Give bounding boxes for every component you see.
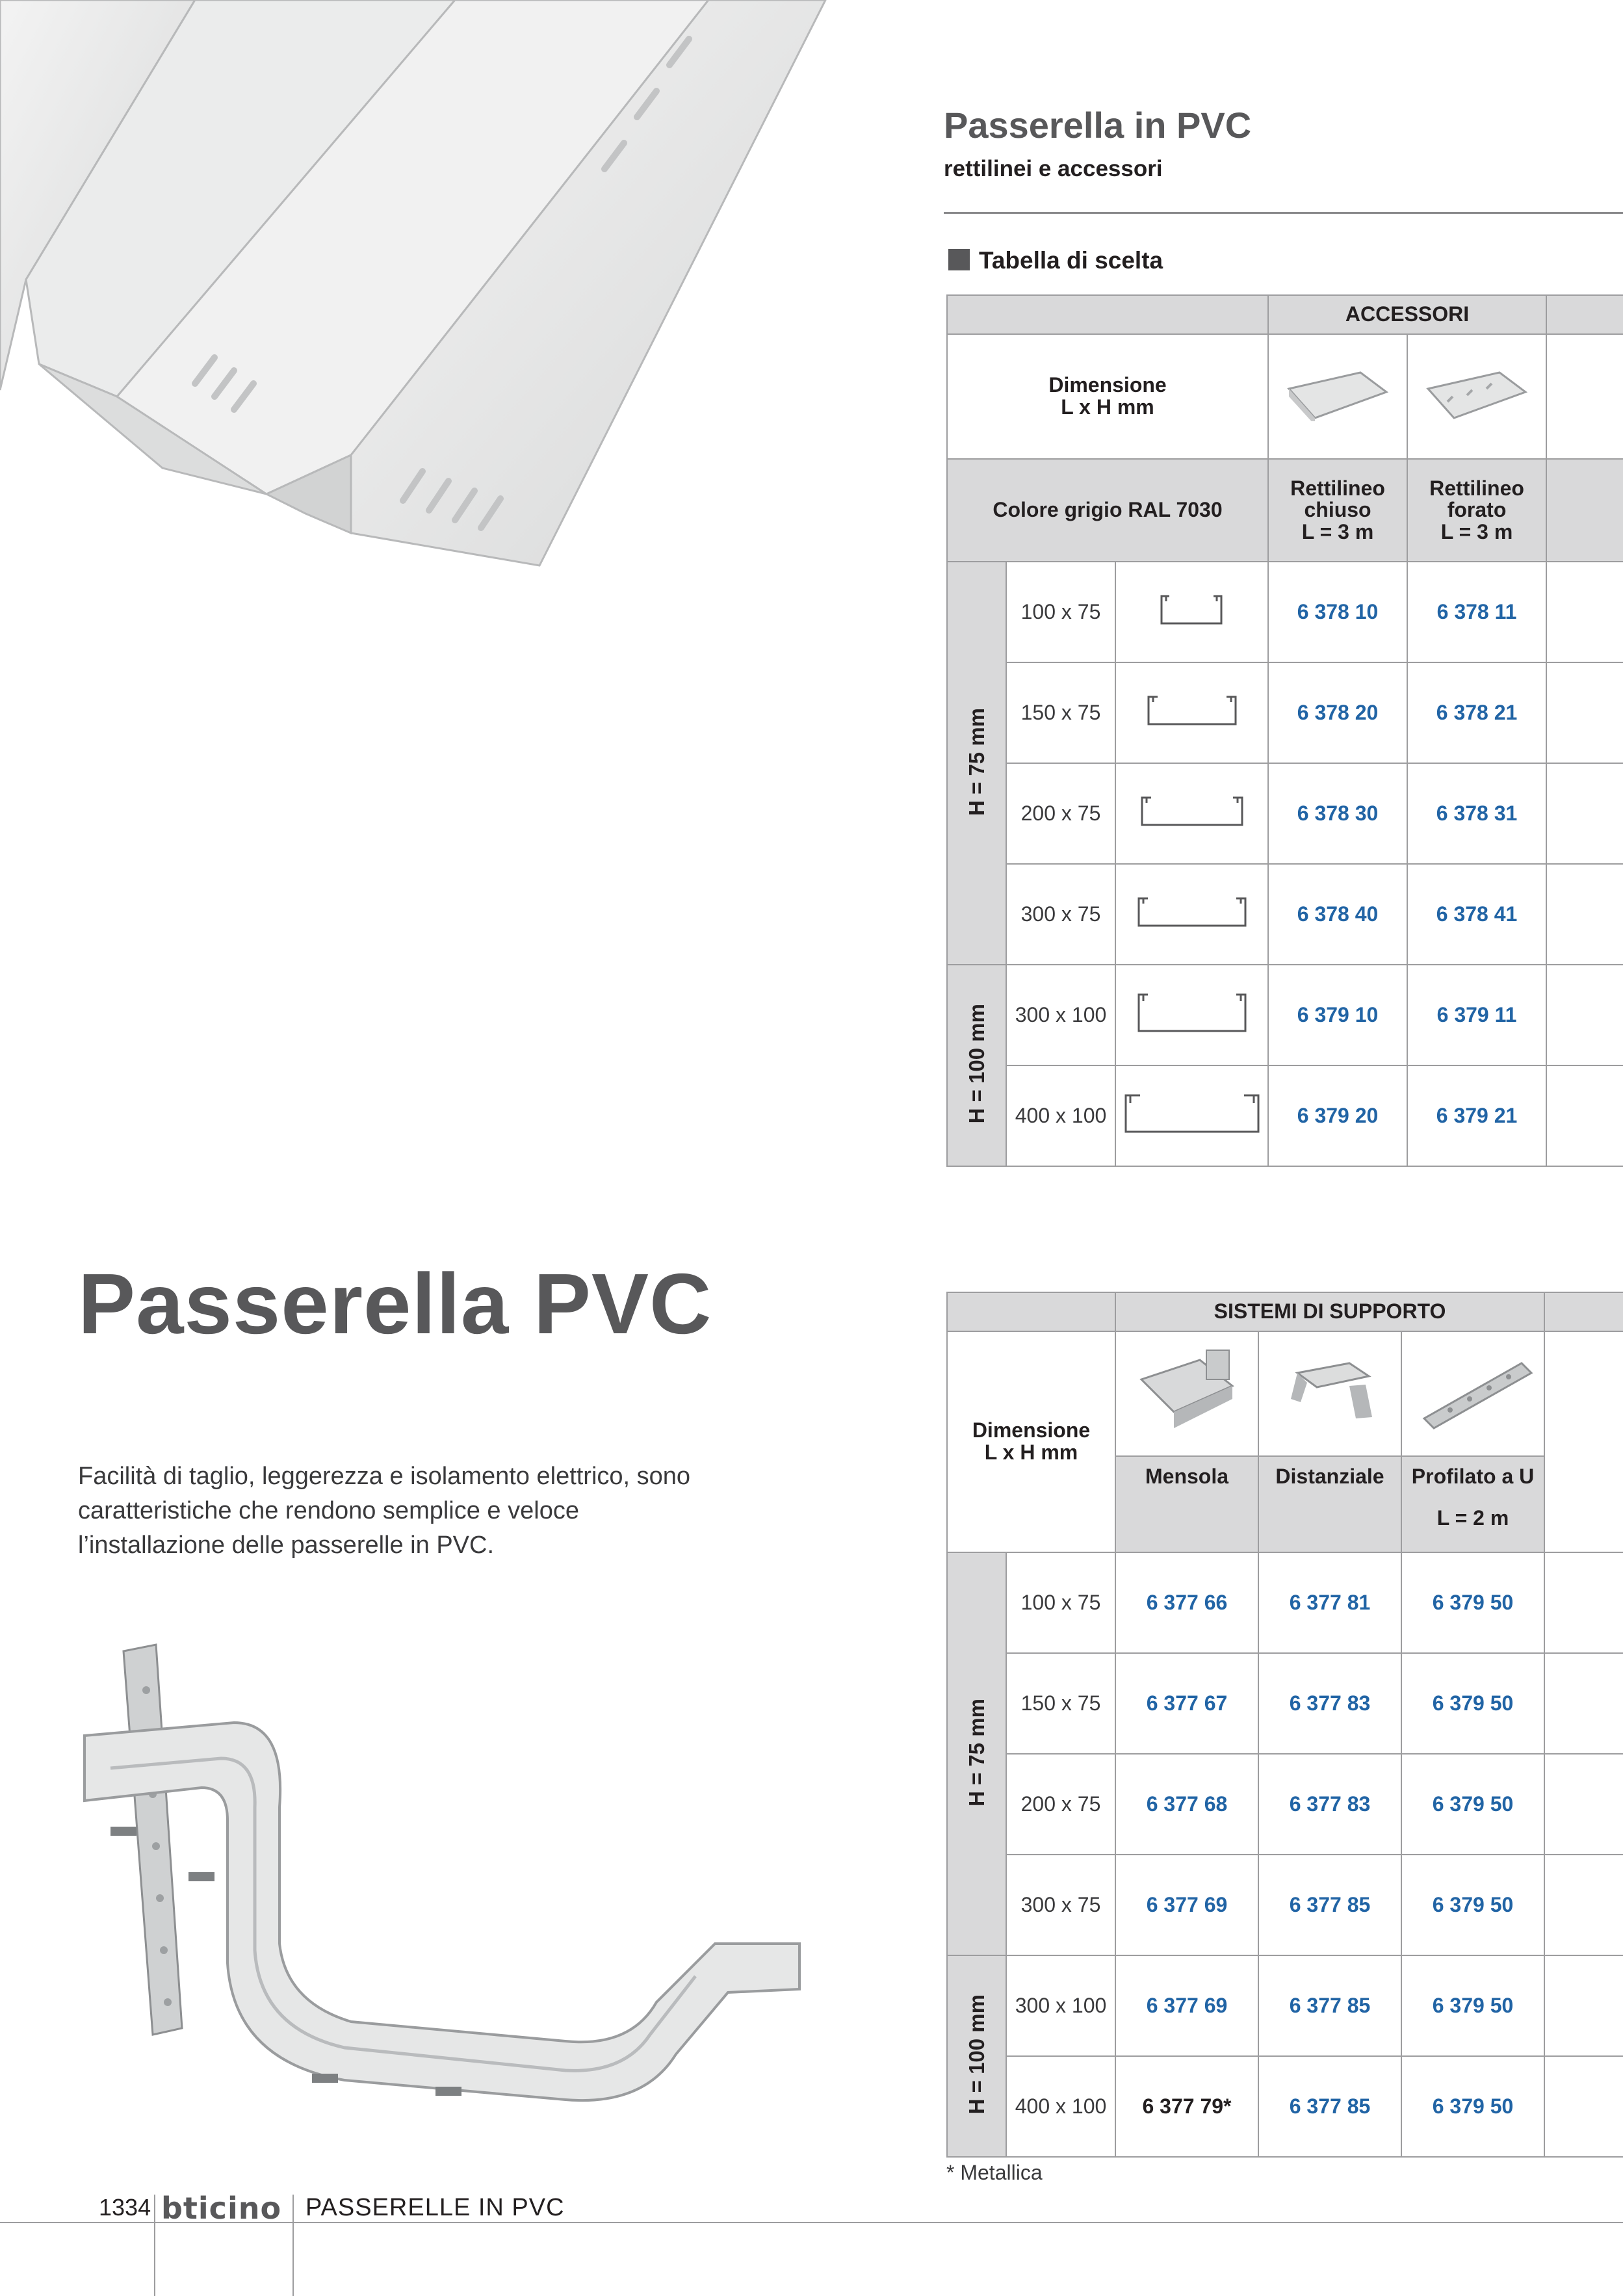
selection-table-label: Tabella di scelta bbox=[979, 247, 1163, 274]
dimension-header-line2: L x H mm bbox=[984, 1441, 1078, 1464]
tray-profile-icon bbox=[1134, 893, 1251, 932]
table-row-dim: 150 x 75 bbox=[1006, 1653, 1115, 1754]
col-bracket: Mensola bbox=[1115, 1456, 1258, 1552]
color-label: Colore grigio RAL 7030 bbox=[947, 459, 1268, 562]
product-code: 6 377 85 bbox=[1258, 1855, 1401, 1955]
dimension-header bbox=[947, 1331, 1115, 1552]
brand-logo: bticino bbox=[161, 2191, 282, 2226]
table-row-dim: 300 x 100 bbox=[1006, 965, 1115, 1065]
u-profile-image bbox=[1401, 1331, 1544, 1456]
header-blank bbox=[1546, 295, 1623, 334]
col-closed-line1: Rettilineo bbox=[1290, 476, 1385, 500]
product-code: 6 377 83 bbox=[1258, 1653, 1401, 1754]
page-number: 1334 bbox=[99, 2194, 151, 2221]
tray-profile-icon bbox=[1143, 692, 1241, 731]
profile-diagram bbox=[1115, 662, 1268, 763]
blank-cell bbox=[1544, 1331, 1623, 1552]
blank-cell bbox=[1546, 1065, 1623, 1166]
col-u-profile-label: Profilato a U bbox=[1411, 1465, 1535, 1488]
dimension-header-line1: Dimensione bbox=[1048, 373, 1167, 397]
dimension-header bbox=[947, 334, 1268, 459]
product-code: 6 377 69 bbox=[1115, 1955, 1258, 2056]
table-row-dim: 300 x 75 bbox=[1006, 864, 1115, 965]
blank-cell bbox=[1546, 562, 1623, 662]
profile-diagram bbox=[1115, 562, 1268, 662]
dimension-header-line1: Dimensione bbox=[972, 1418, 1091, 1442]
header-blank bbox=[1544, 1292, 1623, 1331]
page-title: Passerella in PVC bbox=[944, 105, 1252, 146]
tray-profile-icon bbox=[1137, 792, 1247, 831]
blank-cell bbox=[1546, 459, 1623, 562]
accessories-group-header: ACCESSORI bbox=[1268, 295, 1546, 334]
u-profile-icon bbox=[1411, 1347, 1535, 1438]
product-code: 6 379 21 bbox=[1407, 1065, 1546, 1166]
product-code: 6 379 10 bbox=[1268, 965, 1407, 1065]
product-code: 6 377 85 bbox=[1258, 1955, 1401, 2056]
col-closed-straight bbox=[1268, 459, 1407, 562]
product-code: 6 379 11 bbox=[1407, 965, 1546, 1065]
support-group-header: SISTEMI DI SUPPORTO bbox=[1115, 1292, 1544, 1331]
perforated-tray-image bbox=[1407, 334, 1546, 459]
profile-diagram bbox=[1115, 1065, 1268, 1166]
tray-profile-icon bbox=[1156, 591, 1228, 630]
header-blank bbox=[947, 295, 1268, 334]
product-code: 6 379 50 bbox=[1401, 2056, 1544, 2157]
group-h75-label: H = 75 mm bbox=[964, 1698, 989, 1807]
product-code: 6 379 50 bbox=[1401, 1855, 1544, 1955]
product-code: 6 377 69 bbox=[1115, 1855, 1258, 1955]
product-code: 6 378 11 bbox=[1407, 562, 1546, 662]
product-code: 6 377 68 bbox=[1115, 1754, 1258, 1855]
blank-cell bbox=[1544, 2056, 1623, 2157]
product-code: 6 379 50 bbox=[1401, 1754, 1544, 1855]
group-h75-label: H = 75 mm bbox=[964, 707, 989, 816]
page-subtitle: rettilinei e accessori bbox=[944, 156, 1163, 181]
product-code: 6 377 81 bbox=[1258, 1552, 1401, 1653]
blank-cell bbox=[1544, 1855, 1623, 1955]
col-perforated-line2: forato bbox=[1447, 498, 1507, 522]
table-row-dim: 200 x 75 bbox=[1006, 763, 1115, 864]
group-h75 bbox=[947, 562, 1006, 965]
product-code: 6 378 21 bbox=[1407, 662, 1546, 763]
group-h100-label: H = 100 mm bbox=[964, 1994, 989, 2115]
blank-cell bbox=[1544, 1552, 1623, 1653]
pvc-trays-illustration bbox=[0, 0, 832, 572]
blank-cell bbox=[1546, 965, 1623, 1065]
dimension-header-line2: L x H mm bbox=[1061, 395, 1154, 419]
group-h75 bbox=[947, 1552, 1006, 1955]
installation-illustration bbox=[71, 1638, 851, 2119]
footnote: * Metallica bbox=[946, 2161, 1043, 2184]
blank-cell bbox=[1546, 662, 1623, 763]
main-title: Passerella PVC bbox=[78, 1256, 712, 1351]
section-name: PASSERELLE IN PVC bbox=[305, 2194, 565, 2221]
table-row-dim: 400 x 100 bbox=[1006, 1065, 1115, 1166]
blank-cell bbox=[1544, 1754, 1623, 1855]
footer-divider bbox=[292, 2195, 294, 2296]
col-u-profile bbox=[1401, 1456, 1544, 1552]
product-code: 6 378 20 bbox=[1268, 662, 1407, 763]
table-row-dim: 300 x 75 bbox=[1006, 1855, 1115, 1955]
product-code: 6 379 50 bbox=[1401, 1955, 1544, 2056]
product-code: 6 378 41 bbox=[1407, 864, 1546, 965]
blank-cell bbox=[1544, 1653, 1623, 1754]
header-blank bbox=[947, 1292, 1115, 1331]
profile-diagram bbox=[1115, 864, 1268, 965]
product-code: 6 377 83 bbox=[1258, 1754, 1401, 1855]
blank-cell bbox=[1546, 864, 1623, 965]
col-closed-line2: chiuso bbox=[1304, 498, 1371, 522]
product-code: 6 377 85 bbox=[1258, 2056, 1401, 2157]
closed-tray-icon bbox=[1282, 369, 1393, 421]
table-row-dim: 100 x 75 bbox=[1006, 562, 1115, 662]
spacer-image bbox=[1258, 1331, 1401, 1456]
product-code-metallic: 6 377 79* bbox=[1115, 2056, 1258, 2157]
product-code: 6 379 20 bbox=[1268, 1065, 1407, 1166]
description-text: Facilità di taglio, leggerezza e isolamento elettrico, sono caratteristiche che rendono semplice e veloce l’installazione delle passerelle in PVC. bbox=[78, 1463, 691, 1559]
bracket-icon bbox=[1128, 1347, 1245, 1438]
bracket-image bbox=[1115, 1331, 1258, 1456]
col-closed-line3: L = 3 m bbox=[1301, 519, 1374, 543]
col-perforated-straight bbox=[1407, 459, 1546, 562]
perforated-tray-icon bbox=[1422, 369, 1532, 421]
spacer-icon bbox=[1271, 1347, 1388, 1438]
table-row-dim: 300 x 100 bbox=[1006, 1955, 1115, 2056]
tray-profile-icon bbox=[1134, 991, 1251, 1036]
product-code: 6 378 10 bbox=[1268, 562, 1407, 662]
product-code: 6 377 67 bbox=[1115, 1653, 1258, 1754]
blank-cell bbox=[1546, 334, 1623, 459]
col-u-profile-length: L = 2 m bbox=[1436, 1506, 1509, 1530]
group-h100-label: H = 100 mm bbox=[964, 1004, 989, 1124]
product-code: 6 379 50 bbox=[1401, 1653, 1544, 1754]
product-code: 6 377 66 bbox=[1115, 1552, 1258, 1653]
table-row-dim: 100 x 75 bbox=[1006, 1552, 1115, 1653]
table-row-dim: 400 x 100 bbox=[1006, 2056, 1115, 2157]
col-spacer: Distanziale bbox=[1258, 1456, 1401, 1552]
table-row-dim: 150 x 75 bbox=[1006, 662, 1115, 763]
tray-profile-icon bbox=[1121, 1091, 1264, 1137]
col-perforated-line3: L = 3 m bbox=[1440, 519, 1513, 543]
section-marker-square bbox=[948, 249, 970, 270]
product-code: 6 378 40 bbox=[1268, 864, 1407, 965]
group-h100 bbox=[947, 1955, 1006, 2157]
closed-tray-image bbox=[1268, 334, 1407, 459]
product-code: 6 378 30 bbox=[1268, 763, 1407, 864]
profile-diagram bbox=[1115, 763, 1268, 864]
accessories-table bbox=[946, 294, 1623, 1167]
blank-cell bbox=[1544, 1955, 1623, 2056]
header-divider bbox=[944, 212, 1623, 214]
group-h100 bbox=[947, 965, 1006, 1166]
footer-divider bbox=[154, 2195, 155, 2296]
col-perforated-line1: Rettilineo bbox=[1429, 476, 1524, 500]
blank-cell bbox=[1546, 763, 1623, 864]
product-code: 6 379 50 bbox=[1401, 1552, 1544, 1653]
product-code: 6 378 31 bbox=[1407, 763, 1546, 864]
support-systems-table bbox=[946, 1292, 1623, 2158]
table-row-dim: 200 x 75 bbox=[1006, 1754, 1115, 1855]
profile-diagram bbox=[1115, 965, 1268, 1065]
